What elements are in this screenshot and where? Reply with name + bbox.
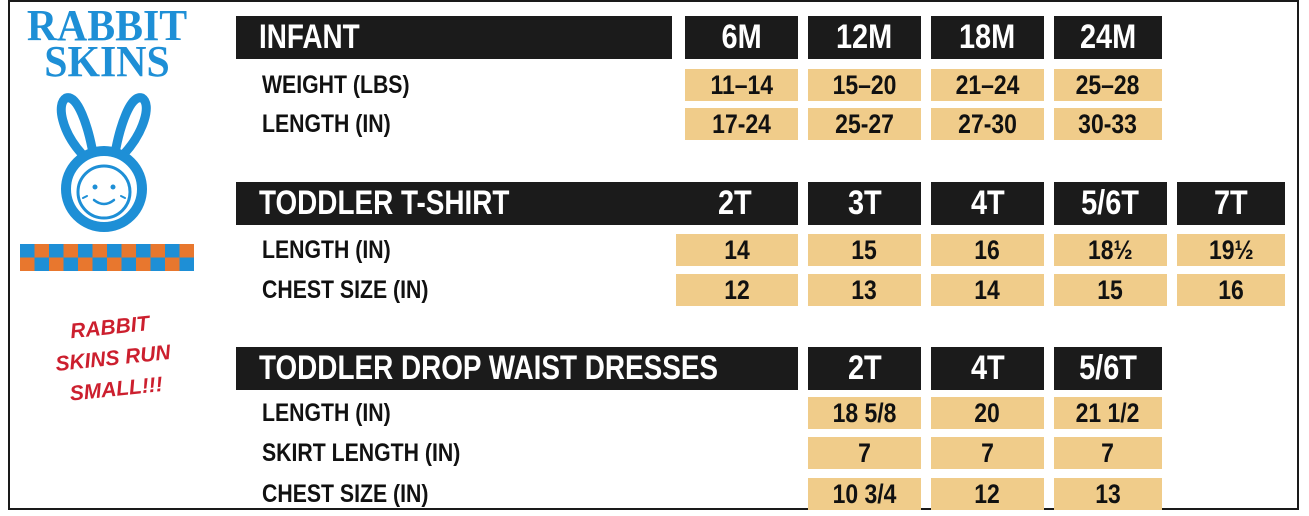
tshirt-row-label-chest: CHEST SIZE (IN) (262, 276, 429, 304)
infant-cell: 17-24 (685, 108, 798, 140)
tshirt-size-4t: 4T (931, 182, 1044, 225)
infant-row-label-weight: WEIGHT (LBS) (262, 71, 410, 99)
dresses-cell: 18 5/8 (808, 397, 921, 429)
logo-line-2: SKINS (44, 37, 170, 86)
infant-cell: 25-27 (808, 108, 921, 140)
checker-pattern-icon (20, 244, 194, 271)
rabbit-icon (44, 92, 164, 232)
tshirt-cell: 16 (931, 234, 1044, 266)
dresses-cell: 13 (1054, 478, 1162, 510)
logo-line-1: RABBIT (26, 1, 188, 50)
tshirt-cell: 12 (676, 274, 798, 306)
infant-size-18m: 18M (931, 16, 1044, 59)
infant-cell: 11–14 (685, 69, 798, 101)
dresses-cell: 12 (931, 478, 1044, 510)
tshirt-size-3t: 3T (808, 182, 921, 225)
note-line-3: SMALL!!! (68, 373, 164, 406)
infant-cell: 15–20 (808, 69, 921, 101)
dresses-cell: 20 (931, 397, 1044, 429)
dresses-cell: 21 1/2 (1054, 397, 1162, 429)
dresses-header (236, 347, 798, 390)
dresses-cell: 7 (808, 437, 921, 469)
dresses-size-2t: 2T (808, 347, 921, 390)
tshirt-cell: 16 (1177, 274, 1285, 306)
sizing-note (24, 303, 203, 413)
tshirt-size-2t: 2T (672, 182, 798, 225)
tshirt-cell: 14 (931, 274, 1044, 306)
dresses-cell: 7 (931, 437, 1044, 469)
dresses-title: TODDLER DROP WAIST DRESSES (258, 349, 719, 387)
tshirt-cell: 13 (808, 274, 921, 306)
dresses-size-56t: 5/6T (1054, 347, 1162, 390)
tshirt-title: TODDLER T-SHIRT (258, 184, 510, 222)
tshirt-size-7t: 7T (1177, 182, 1285, 225)
note-line-2: SKINS RUN (54, 341, 172, 376)
dresses-size-4t: 4T (931, 347, 1044, 390)
note-line-1: RABBIT (69, 312, 151, 344)
infant-header (236, 16, 672, 59)
tshirt-cell: 14 (676, 234, 798, 266)
infant-title: INFANT (258, 18, 360, 56)
infant-size-12m: 12M (808, 16, 921, 59)
tshirt-cell: 15 (808, 234, 921, 266)
infant-cell: 27-30 (931, 108, 1044, 140)
infant-row-label-length: LENGTH (IN) (262, 110, 391, 138)
infant-size-6m: 6M (685, 16, 798, 59)
dresses-cell: 7 (1054, 437, 1162, 469)
infant-cell: 30-33 (1054, 108, 1162, 140)
dresses-cell: 10 3/4 (808, 478, 921, 510)
dresses-row-label-skirt: SKIRT LENGTH (IN) (262, 439, 461, 467)
infant-cell: 21–24 (931, 69, 1044, 101)
dresses-row-label-chest: CHEST SIZE (IN) (262, 480, 429, 508)
tshirt-cell: 18½ (1054, 234, 1167, 266)
tshirt-size-56t: 5/6T (1054, 182, 1167, 225)
infant-cell: 25–28 (1054, 69, 1162, 101)
tshirt-cell: 15 (1054, 274, 1167, 306)
infant-size-24m: 24M (1054, 16, 1162, 59)
dresses-row-label-length: LENGTH (IN) (262, 399, 391, 427)
tshirt-header (236, 182, 672, 225)
tshirt-cell: 19½ (1177, 234, 1285, 266)
tshirt-row-label-length: LENGTH (IN) (262, 236, 391, 264)
